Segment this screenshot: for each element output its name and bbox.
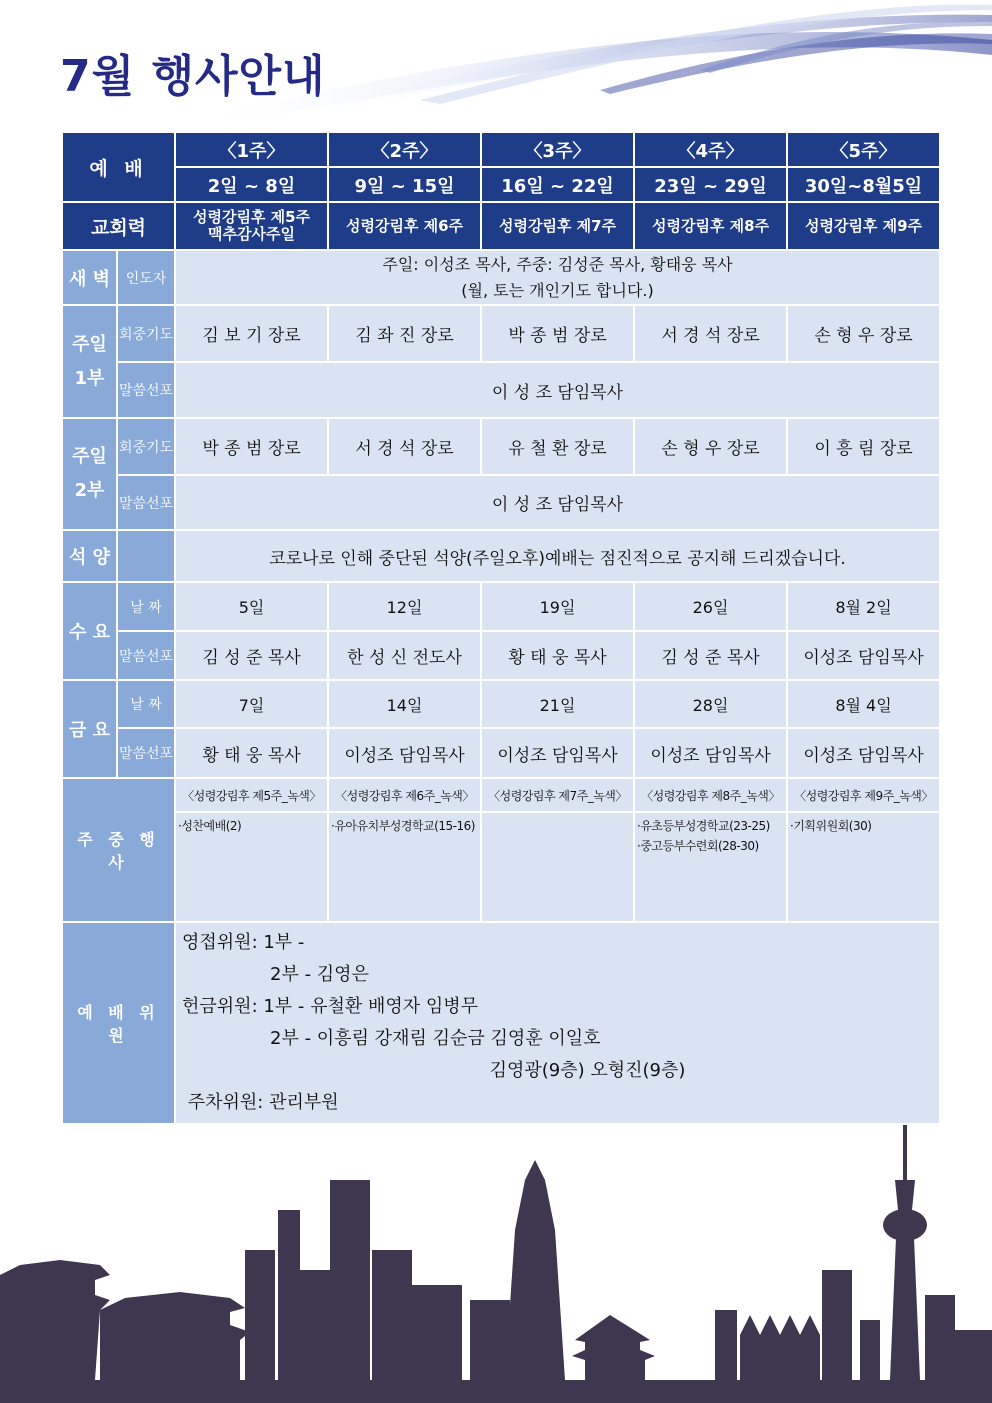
- friday-date-label: 날 짜: [117, 680, 175, 728]
- dawn-leaders: [175, 250, 940, 305]
- sunday1-prayer-week-2: 김 좌 진 장로: [328, 305, 481, 362]
- date-range-row: [62, 167, 940, 202]
- events-week-5-item-1: ·기획위원회(30): [790, 819, 872, 833]
- week-1-dates: 2일 ~ 8일: [175, 167, 328, 202]
- sunday2-prayer-week-1: 박 종 범 장로: [175, 418, 328, 475]
- wednesday-date-week-5: 8월 2일: [787, 582, 940, 631]
- events-label: 주 중 행 사: [62, 778, 175, 922]
- sunday2-label-bottom: 2부: [74, 480, 105, 501]
- staff-greeter-2: 2부 - 김영은: [270, 964, 369, 985]
- friday-preacher-week-5: 이성조 담임목사: [787, 728, 940, 778]
- sunday1-sermon-label: 말씀선포: [117, 362, 175, 418]
- evening-row: [62, 530, 940, 582]
- sunday1-sermon: 이 성 조 담임목사: [175, 362, 940, 418]
- wednesday-preacher-week-1: 김 성 준 목사: [175, 631, 328, 680]
- wednesday-preacher-row: [62, 631, 940, 680]
- sunday2-prayer-row: [62, 418, 940, 475]
- wednesday-date-week-1: 5일: [175, 582, 328, 631]
- church-calendar-row: [62, 202, 940, 250]
- events-color-row: [62, 778, 940, 812]
- dawn-leader-label: 인도자: [117, 250, 175, 305]
- friday-date-week-3: 21일: [481, 680, 634, 728]
- dawn-leaders-line2: (월, 토는 개인기도 합니다.): [461, 280, 654, 300]
- events-week-1: [175, 812, 328, 922]
- week-5-label: 〈5주〉: [787, 132, 940, 167]
- calendar-week-5: 성령강림후 제9주: [787, 202, 940, 250]
- wednesday-date-week-4: 26일: [634, 582, 787, 631]
- staff-offering-2: 2부 - 이흥림 강재림 김순금 김영훈 이일호: [270, 1028, 601, 1049]
- friday-preacher-week-1: 황 태 웅 목사: [175, 728, 328, 778]
- calendar-week-2: 성령강림후 제6주: [328, 202, 481, 250]
- sunday1-label: [62, 305, 117, 418]
- events-color-week-3: 〈성령강림후 제7주_녹색〉: [481, 778, 634, 812]
- staff-label: 예 배 위 원: [62, 922, 175, 1124]
- events-week-4-item-2: ·중고등부수련회(28-30): [637, 839, 759, 853]
- evening-sublabel-empty: [117, 530, 175, 582]
- sunday2-prayer-week-3: 유 철 환 장로: [481, 418, 634, 475]
- sunday2-prayer-week-5: 이 흥 림 장로: [787, 418, 940, 475]
- sunday1-prayer-week-5: 손 형 우 장로: [787, 305, 940, 362]
- wednesday-preacher-week-4: 김 성 준 목사: [634, 631, 787, 680]
- events-color-week-2: 〈성령강림후 제6주_녹색〉: [328, 778, 481, 812]
- events-week-4: [634, 812, 787, 922]
- wednesday-preacher-week-3: 황 태 웅 목사: [481, 631, 634, 680]
- events-week-3: [481, 812, 634, 922]
- wednesday-date-week-3: 19일: [481, 582, 634, 631]
- wednesday-label: 수 요: [62, 582, 117, 680]
- week-header-row: [62, 132, 940, 167]
- sunday2-sermon-row: [62, 475, 940, 530]
- week-5-dates: 30일~8월5일: [787, 167, 940, 202]
- evening-label: 석 양: [62, 530, 117, 582]
- sunday2-label: [62, 418, 117, 530]
- dawn-leaders-line1: 주일: 이성조 목사, 주중: 김성준 목사, 황태웅 목사: [382, 254, 733, 274]
- events-week-5: [787, 812, 940, 922]
- friday-date-week-5: 8월 4일: [787, 680, 940, 728]
- worship-header-label: 예 배: [62, 132, 175, 202]
- sunday2-sermon: 이 성 조 담임목사: [175, 475, 940, 530]
- friday-date-week-4: 28일: [634, 680, 787, 728]
- staff-parking: 주차위원: 관리부원: [182, 1092, 339, 1113]
- sunday2-prayer-label: 회중기도: [117, 418, 175, 475]
- events-color-week-5: 〈성령강림후 제9주_녹색〉: [787, 778, 940, 812]
- friday-preacher-row: [62, 728, 940, 778]
- events-color-week-1: 〈성령강림후 제5주_녹색〉: [175, 778, 328, 812]
- events-week-2-item-1: ·유아유치부성경학교(15-16): [331, 819, 475, 833]
- dawn-row: [62, 250, 940, 305]
- sunday2-sermon-label: 말씀선포: [117, 475, 175, 530]
- sunday1-prayer-row: [62, 305, 940, 362]
- sunday1-label-bottom: 1부: [74, 367, 105, 389]
- events-week-4-item-1: ·유초등부성경학교(23-25): [637, 819, 770, 833]
- week-2-label: 〈2주〉: [328, 132, 481, 167]
- staff-offering-1: 헌금위원: 1부 - 유철환 배영자 임병무: [182, 996, 479, 1017]
- wednesday-sermon-label: 말씀선포: [117, 631, 175, 680]
- dawn-label: 새 벽: [62, 250, 117, 305]
- week-1-label: 〈1주〉: [175, 132, 328, 167]
- events-week-1-item-1: ·성찬예배(2): [178, 819, 242, 833]
- sunday1-prayer-week-1: 김 보 기 장로: [175, 305, 328, 362]
- calendar-week-1-line2: 맥추감사주일: [208, 225, 295, 243]
- week-3-dates: 16일 ~ 22일: [481, 167, 634, 202]
- staff-greeter-1: 영접위원: 1부 -: [182, 932, 305, 953]
- evening-notice: 코로나로 인해 중단된 석양(주일오후)예배는 점진적으로 공지해 드리겠습니다.: [175, 530, 940, 582]
- wednesday-preacher-week-2: 한 성 신 전도사: [328, 631, 481, 680]
- wednesday-date-week-2: 12일: [328, 582, 481, 631]
- calendar-week-3: 성령강림후 제7주: [481, 202, 634, 250]
- friday-date-row: [62, 680, 940, 728]
- friday-preacher-week-2: 이성조 담임목사: [328, 728, 481, 778]
- wednesday-preacher-week-5: 이성조 담임목사: [787, 631, 940, 680]
- staff-list: [175, 922, 940, 1124]
- friday-sermon-label: 말씀선포: [117, 728, 175, 778]
- sunday1-prayer-week-4: 서 경 석 장로: [634, 305, 787, 362]
- friday-date-week-1: 7일: [175, 680, 328, 728]
- week-2-dates: 9일 ~ 15일: [328, 167, 481, 202]
- calendar-week-1-line1: 성령강림후 제5주: [192, 208, 311, 226]
- sunday2-prayer-week-2: 서 경 석 장로: [328, 418, 481, 475]
- friday-date-week-2: 14일: [328, 680, 481, 728]
- friday-preacher-week-3: 이성조 담임목사: [481, 728, 634, 778]
- events-color-week-4: 〈성령강림후 제8주_녹색〉: [634, 778, 787, 812]
- sunday1-sermon-row: [62, 362, 940, 418]
- sunday1-prayer-label: 회중기도: [117, 305, 175, 362]
- sunday1-label-top: 주일: [72, 333, 107, 355]
- wednesday-date-row: [62, 582, 940, 631]
- church-calendar-label: 교회력: [62, 202, 175, 250]
- events-week-2: [328, 812, 481, 922]
- wednesday-date-label: 날 짜: [117, 582, 175, 631]
- week-4-dates: 23일 ~ 29일: [634, 167, 787, 202]
- sunday1-prayer-week-3: 박 종 범 장로: [481, 305, 634, 362]
- sunday2-prayer-week-4: 손 형 우 장로: [634, 418, 787, 475]
- staff-offering-3: 김영광(9층) 오형진(9층): [489, 1060, 686, 1081]
- week-4-label: 〈4주〉: [634, 132, 787, 167]
- week-3-label: 〈3주〉: [481, 132, 634, 167]
- staff-row: [62, 922, 940, 1124]
- page-title: 7월 행사안내: [60, 51, 326, 102]
- calendar-week-4: 성령강림후 제8주: [634, 202, 787, 250]
- city-skyline-silhouette: [0, 1120, 992, 1403]
- schedule-table: [61, 131, 941, 1125]
- friday-label: 금 요: [62, 680, 117, 778]
- calendar-week-1: [175, 202, 328, 250]
- events-list-row: [62, 812, 940, 922]
- sunday2-label-top: 주일: [72, 446, 107, 467]
- friday-preacher-week-4: 이성조 담임목사: [634, 728, 787, 778]
